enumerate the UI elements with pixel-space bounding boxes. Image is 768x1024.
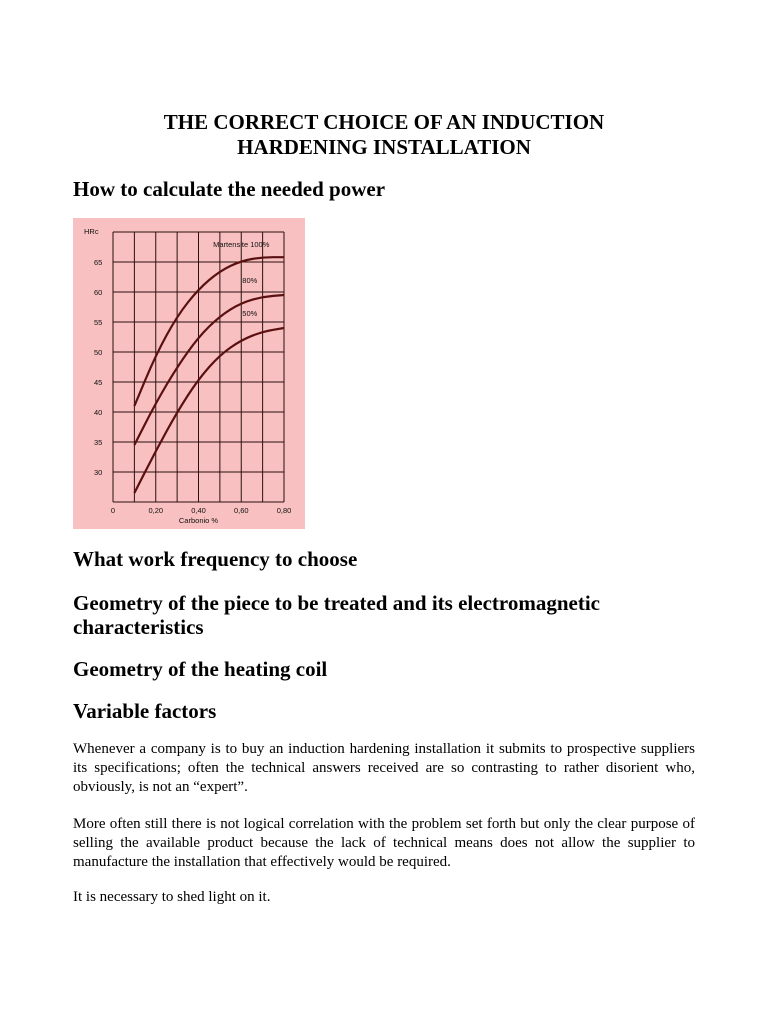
- chart-y-tick-label: 55: [94, 318, 103, 327]
- chart-y-axis-label: HRc: [84, 227, 99, 236]
- chart-x-axis-label: Carbonio %: [178, 516, 219, 525]
- heading-variable-factors: Variable factors: [73, 699, 217, 723]
- chart-x-tick-label: 0,80: [276, 506, 292, 515]
- heading-needed-power: How to calculate the needed power: [73, 177, 386, 201]
- chart-y-tick-label: 60: [94, 288, 103, 297]
- chart-series-label: 80%: [242, 276, 258, 285]
- chart-series-label: 50%: [242, 309, 258, 318]
- heading-piece-geometry-line-1: Geometry of the piece to be treated and its electromagnetic: [73, 591, 600, 615]
- chart-x-tick-label: 0,40: [191, 506, 206, 515]
- paragraph-specifications: Whenever a company is to buy an induction hardening installation it submits to prospective suppliers its specifications; often the technical answers received are so contrasting to rather disorient who, obviously, is not an “expert”.: [73, 741, 695, 795]
- chart-y-tick-label: 30: [94, 468, 103, 477]
- chart-svg: [73, 218, 305, 529]
- chart-x-tick-label: 0,60: [233, 506, 249, 515]
- title-line-1: THE CORRECT CHOICE OF AN INDUCTION: [163, 110, 605, 134]
- chart-series-line: [134, 295, 284, 445]
- chart-y-tick-label: 45: [94, 378, 103, 387]
- heading-work-frequency: What work frequency to choose: [73, 547, 358, 571]
- heading-piece-geometry: [73, 591, 600, 639]
- document-title: [73, 110, 695, 160]
- chart-x-tick-label: 0,20: [148, 506, 164, 515]
- chart-x-tick-label: 0: [110, 506, 116, 515]
- chart-y-tick-label: 40: [94, 408, 103, 417]
- paragraph-shed-light: It is necessary to shed light on it.: [73, 889, 271, 905]
- heading-piece-geometry-line-2: characteristics: [73, 615, 204, 639]
- title-line-2: HARDENING INSTALLATION: [237, 135, 531, 159]
- chart-y-tick-label: 65: [94, 258, 103, 267]
- heading-coil-geometry: Geometry of the heating coil: [73, 657, 328, 681]
- chart-y-tick-label: 50: [94, 348, 103, 357]
- chart-y-tick-label: 35: [94, 438, 103, 447]
- hardness-carbon-chart: [73, 218, 305, 529]
- paragraph-correlation: More often still there is not logical correlation with the problem set forth but only the clear purpose of selling the available product because the lack of technical means does not allow the supplier to manufacture the installation that effectively would be required.: [73, 816, 695, 870]
- chart-series-label: Martensite 100%: [213, 240, 270, 249]
